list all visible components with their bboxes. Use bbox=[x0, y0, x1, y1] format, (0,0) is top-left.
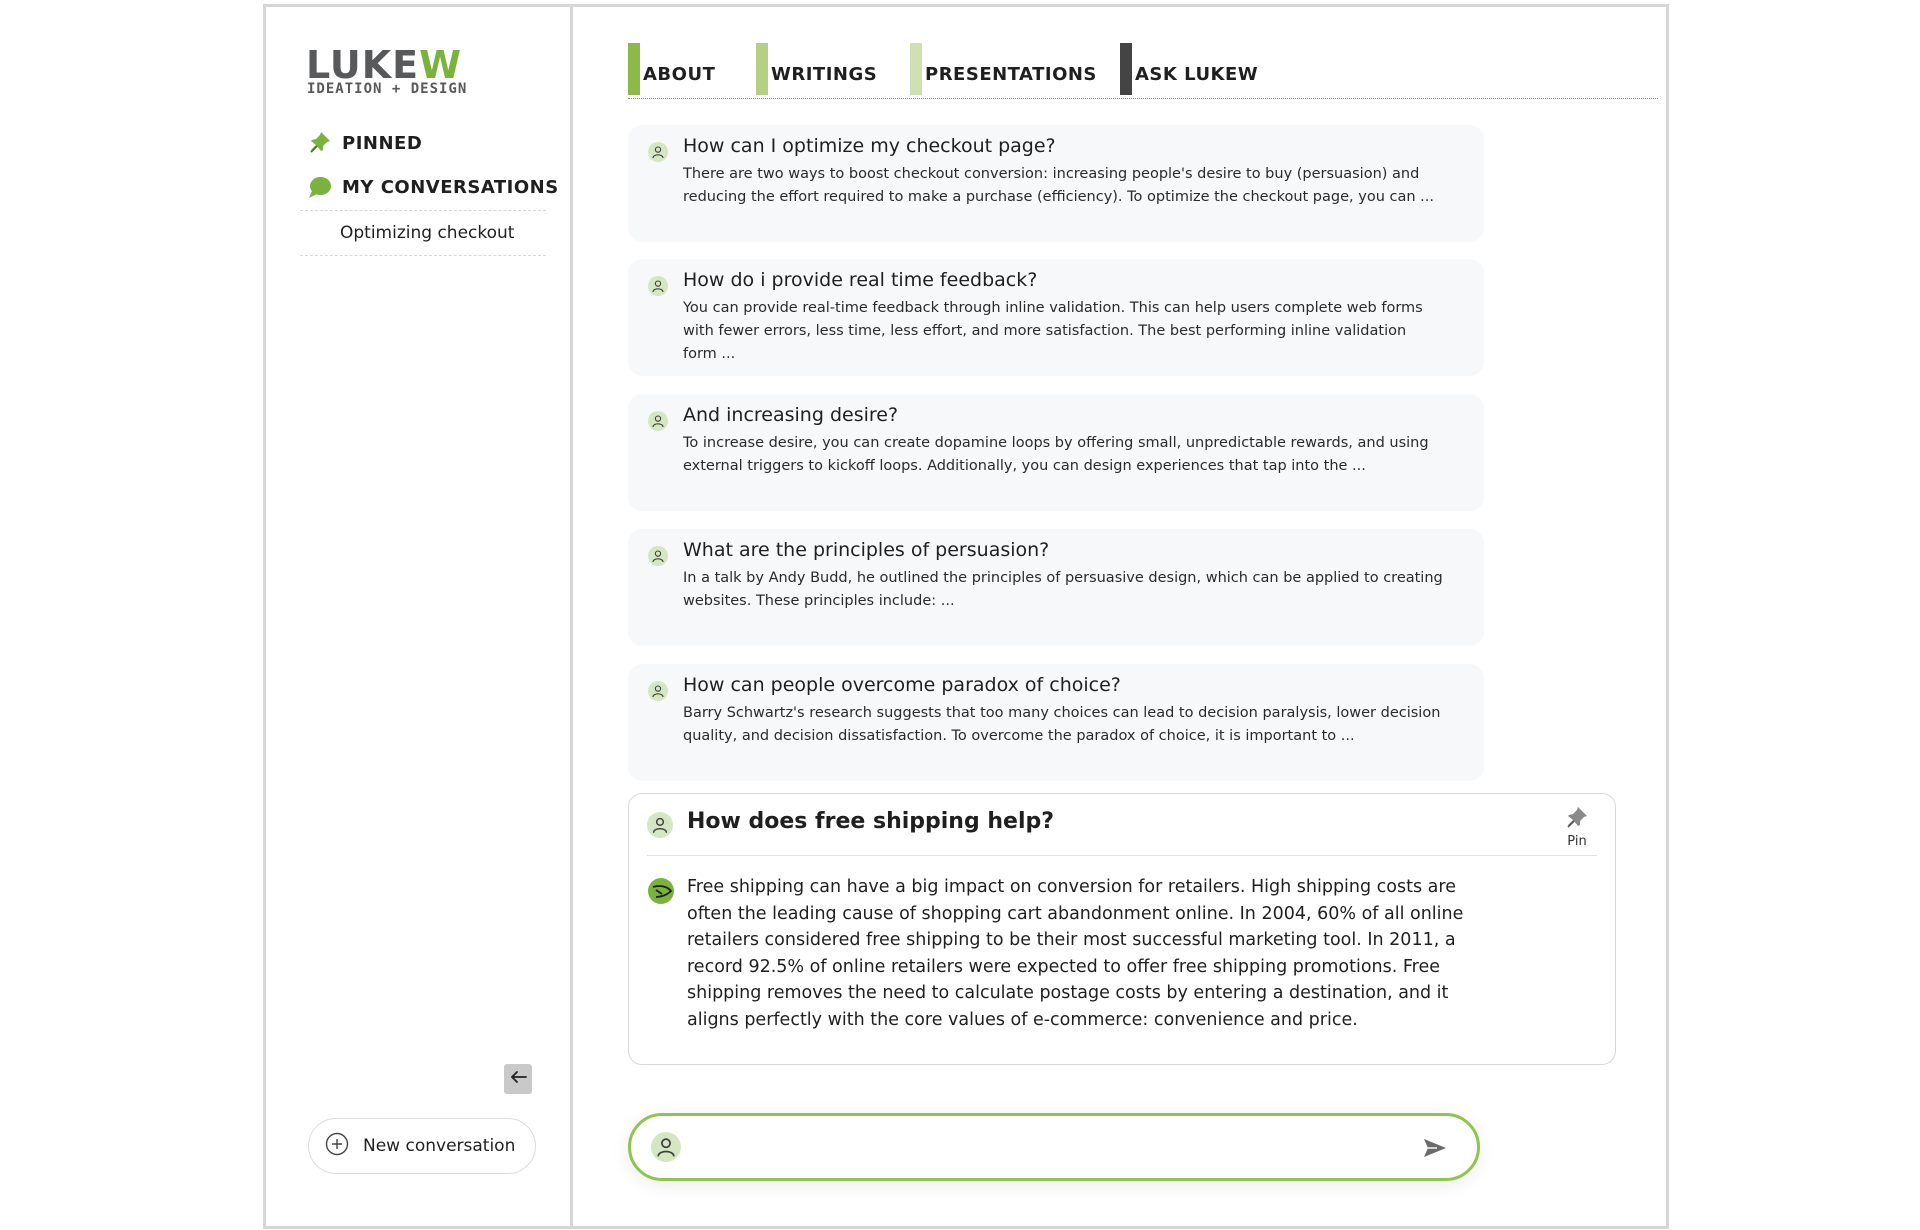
history-answer-preview: Barry Schwartz's research suggests that too many choices can lead to decision paralysis, lower decision quality, and decision dissatisfaction. To overcome the paradox of choice, it is important to ... bbox=[683, 705, 1441, 744]
user-avatar-icon bbox=[648, 142, 668, 162]
logo-word-accent: W bbox=[419, 43, 463, 87]
new-conversation-label: New conversation bbox=[363, 1136, 516, 1156]
top-nav-tabs bbox=[628, 43, 1658, 99]
active-question-header bbox=[647, 794, 1597, 856]
sidebar-item-my-conversations[interactable] bbox=[308, 175, 559, 199]
plus-circle-icon bbox=[325, 1132, 349, 1161]
conversation-list bbox=[300, 210, 546, 256]
ask-question-input[interactable] bbox=[695, 1130, 1375, 1164]
pin-icon bbox=[308, 131, 332, 155]
new-conversation-button[interactable] bbox=[308, 1118, 536, 1174]
logo-word-main: LUKE bbox=[306, 43, 420, 87]
collapse-sidebar-button[interactable] bbox=[504, 1064, 532, 1094]
tab-about[interactable]: ABOUT bbox=[628, 43, 715, 95]
pin-icon bbox=[1565, 806, 1589, 834]
ask-input-bar bbox=[628, 1113, 1480, 1181]
history-answer-preview: In a talk by Andy Budd, he outlined the principles of persuasive design, which can be applied to creating websites. These principles include: ... bbox=[683, 570, 1443, 609]
chat-bubble-icon bbox=[308, 175, 332, 199]
tab-ask-lukew[interactable]: ASK LUKEW bbox=[1120, 43, 1258, 95]
logo-wordmark bbox=[306, 45, 462, 85]
sidebar-item-my-conversations-label: MY CONVERSATIONS bbox=[342, 176, 559, 198]
lukew-logo[interactable] bbox=[306, 45, 492, 97]
tab-writings[interactable]: WRITINGS bbox=[756, 43, 877, 95]
lukew-bot-avatar-icon bbox=[647, 877, 675, 905]
history-card[interactable] bbox=[628, 529, 1484, 646]
user-avatar-icon bbox=[647, 812, 673, 838]
sidebar bbox=[266, 7, 573, 1226]
logo-tagline: IDEATION + DESIGN bbox=[307, 81, 468, 97]
tab-presentations[interactable]: PRESENTATIONS bbox=[910, 43, 1097, 95]
history-answer-preview: There are two ways to boost checkout conversion: increasing people's desire to buy (persuasion) and reducing the effort required to make a purchase (efficiency). To optimize the checkout page, you can ... bbox=[683, 166, 1434, 205]
user-avatar-icon bbox=[648, 681, 668, 701]
history-question: How do i provide real time feedback? bbox=[683, 269, 1038, 291]
user-avatar-icon bbox=[651, 1132, 681, 1162]
history-answer-preview: To increase desire, you can create dopamine loops by offering small, unpredictable rewards, and using external triggers to kickoff loops. Additionally, you can design experiences that tap into the ... bbox=[683, 435, 1429, 474]
conversation-item[interactable]: Optimizing checkout bbox=[340, 223, 515, 243]
history-card[interactable] bbox=[628, 125, 1484, 242]
history-question: How can I optimize my checkout page? bbox=[683, 135, 1056, 157]
history-card[interactable] bbox=[628, 664, 1484, 781]
sidebar-item-pinned[interactable] bbox=[308, 131, 422, 155]
user-avatar-icon bbox=[648, 411, 668, 431]
history-question: What are the principles of persuasion? bbox=[683, 539, 1050, 561]
user-avatar-icon bbox=[648, 276, 668, 296]
pin-label: Pin bbox=[1567, 834, 1587, 849]
active-conversation-card bbox=[628, 793, 1616, 1065]
history-card[interactable] bbox=[628, 394, 1484, 511]
main-content bbox=[576, 7, 1666, 1226]
user-avatar-icon bbox=[648, 546, 668, 566]
active-question: How does free shipping help? bbox=[687, 809, 1055, 834]
history-card[interactable] bbox=[628, 259, 1484, 376]
send-button[interactable] bbox=[1421, 1134, 1449, 1162]
sidebar-item-pinned-label: PINNED bbox=[342, 132, 423, 154]
send-icon bbox=[1421, 1147, 1449, 1166]
history-question: How can people overcome paradox of choice? bbox=[683, 674, 1121, 696]
app-frame bbox=[263, 4, 1669, 1229]
history-answer-preview: You can provide real-time feedback through inline validation. This can help users complete web forms with fewer errors, less time, less effort, and more satisfaction. The best performing inline validation form ... bbox=[683, 300, 1423, 362]
pin-button[interactable] bbox=[1559, 806, 1595, 849]
active-answer: Free shipping can have a big impact on conversion for retailers. High shipping costs are often the leading cause of shopping cart abandonment online. In 2004, 60% of all online retailers considered free shipping to be their most successful marketing tool. In 2011, a record 92.5% of online retailers were expected to offer free shipping promotions. Free shipping removes the need to calculate postage costs by entering a destination, and it aligns perfectly with the core values of e-commerce: convenience and price. bbox=[687, 877, 1464, 1030]
history-question: And increasing desire? bbox=[683, 404, 899, 426]
arrow-left-icon bbox=[508, 1069, 528, 1089]
